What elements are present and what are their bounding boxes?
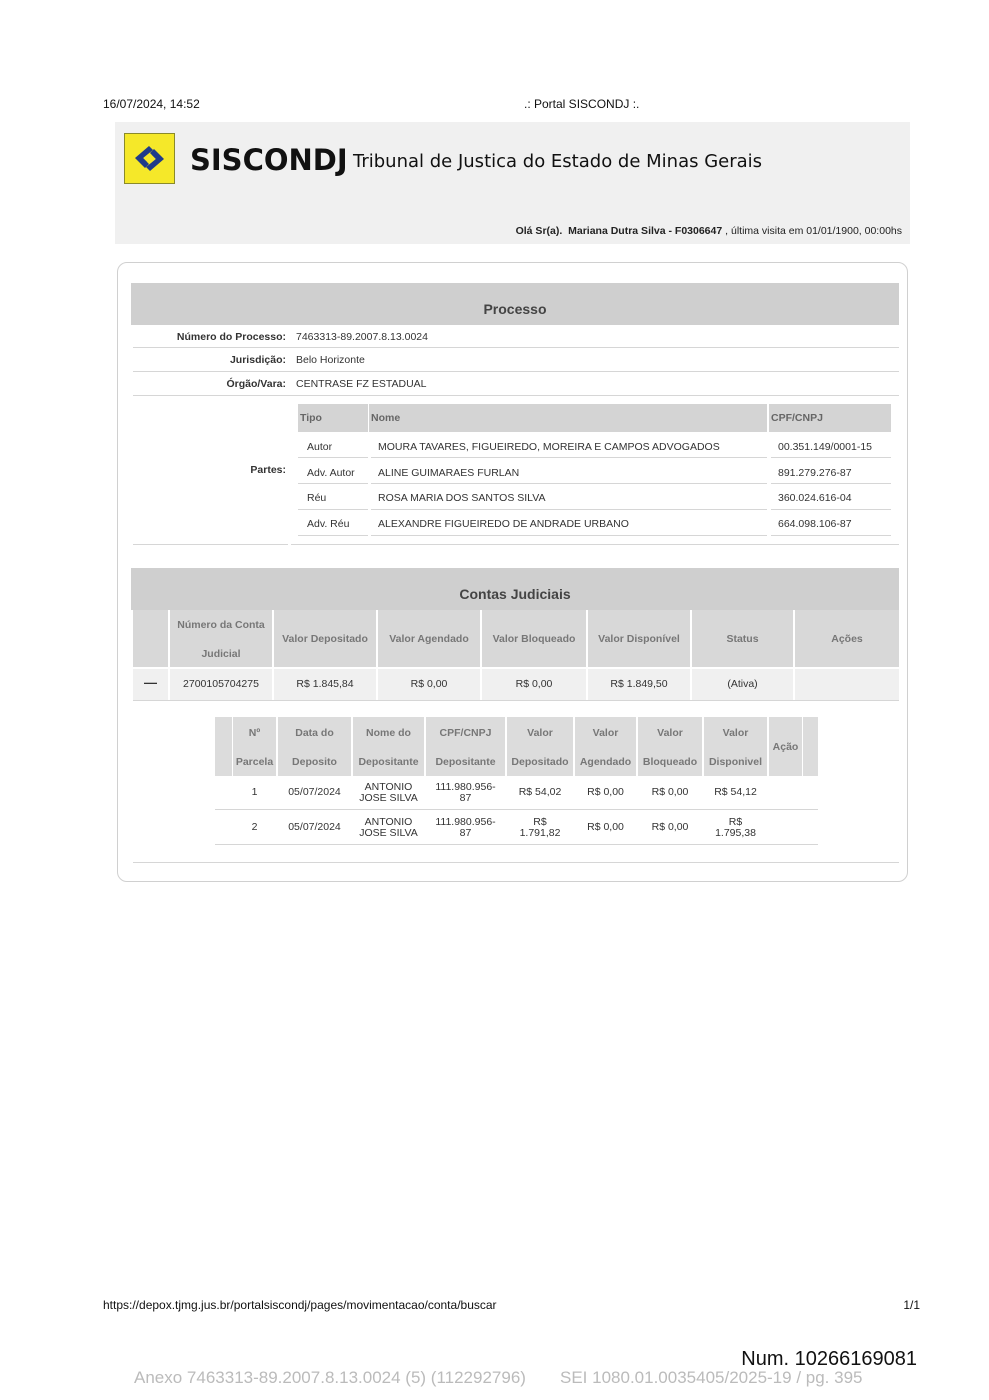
parcelas-header-nome [353,717,424,776]
parcelas-header-nome-l1: Nome do [366,727,411,739]
parcela-cpf-l2: 87 [459,826,472,839]
parcela-nome-l1: ANTONIO [364,780,413,793]
orgao-value: CENTRASE FZ ESTADUAL [296,378,427,390]
parte-nome: ALINE GUIMARAES FURLAN [378,467,520,479]
parcelas-header-n-l1: Nº [248,727,261,739]
collapse-toggle-button[interactable]: — [133,669,168,700]
parcela-n: 1 [251,786,258,798]
parcelas-header-dep-l2: Depositado [511,756,569,768]
parcela-n: 2 [251,821,258,833]
contas-header-status: Status [692,610,793,667]
parcelas-header-dis-l1: Valor [722,727,749,739]
footer-url: https://depox.tjmg.jus.br/portalsiscondj/pages/movimentacao/conta/buscar [103,1298,497,1312]
jurisdicao-value: Belo Horizonte [296,354,365,366]
parcela-dis-l1: R$ [728,815,743,828]
contas-header-agendado: Valor Agendado [378,610,480,667]
divider [371,457,767,458]
parcelas-header-spacer [803,717,818,776]
parcela-agendado: R$ 0,00 [587,821,624,833]
parcelas-header-dis-l2: Disponivel [708,756,763,768]
parcela-cpf-l1: 111.980.956- [435,815,496,828]
parcela-cpf-l2: 87 [459,791,472,804]
processo-section-title: Processo [131,283,899,325]
divider [371,509,767,510]
numero-processo-label: Número do Processo: [176,331,286,343]
orgao-label: Órgão/Vara: [226,378,286,390]
divider [133,371,899,372]
parcelas-header-blo-l2: Bloqueado [642,756,698,768]
parcelas-header-age-l1: Valor [592,727,619,739]
parcelas-header-cpf-l1: CPF/CNPJ [439,727,492,739]
divider [298,457,368,458]
divider [771,509,891,510]
footer-page-number: 1/1 [903,1298,920,1312]
parte-tipo: Adv. Autor [307,467,355,479]
parcela-nome-l2: JOSE SILVA [359,791,418,804]
parcelas-header-acao: Ação [769,717,802,776]
parcela-cpf [426,811,505,844]
parcelas-header-nome-l2: Depositante [358,756,419,768]
contas-section-title: Contas Judiciais [131,568,899,610]
parcela-nome-l1: ANTONIO [364,815,413,828]
numero-processo-value: 7463313-89.2007.8.13.0024 [296,331,428,343]
document-number: Num. 10266169081 [741,1348,917,1370]
divider [371,535,767,536]
partes-label: Partes: [250,464,286,476]
divider [771,535,891,536]
parcela-dep-l1: R$ [533,815,547,828]
parte-doc: 360.024.616-04 [778,492,852,504]
parcela-disponivel [704,811,767,844]
contas-header-toggle [133,610,168,667]
contas-header-numero-l2: Judicial [201,648,241,660]
parcelas-header-data-l1: Data do [295,727,334,739]
parte-doc: 891.279.276-87 [778,467,852,479]
last-visit: , última visita em 01/01/1900, 00:00hs [725,225,902,237]
parcelas-header-spacer [215,717,232,776]
divider [298,509,368,510]
partes-header-tipo: Tipo [298,404,368,432]
parcela-cpf-l1: 111.980.956- [435,780,496,793]
divider [133,700,899,701]
parcela-nome-l2: JOSE SILVA [359,826,418,839]
parte-tipo: Autor [307,441,333,453]
app-header [115,122,910,244]
parcela-dis-l1: R$ 54,12 [714,786,757,798]
divider [133,862,899,863]
partes-header-cpf: CPF/CNPJ [769,404,891,432]
parcelas-header-age-l2: Agendado [579,756,632,768]
anexo-stamp: Anexo 7463313-89.2007.8.13.0024 (5) (112292796) [134,1368,526,1387]
parcelas-header-dep-l1: Valor [527,727,553,739]
parcela-dis-l2: 1.795,38 [715,826,756,839]
parte-doc: 00.351.149/0001-15 [778,441,873,453]
parcela-nome [353,776,424,809]
parcelas-header-cpf [426,717,505,776]
user-code: - F0306647 [668,225,723,237]
conta-status: (Ativa) [692,669,793,700]
parcelas-header-blo-l1: Valor [657,727,683,739]
brand-title: SISCONDJ [190,143,348,177]
bb-logo-icon [124,133,175,184]
parcela-depositado [507,776,573,809]
parcelas-header-depositado [507,717,573,776]
partes-header-nome: Nome [369,404,767,432]
divider [133,544,288,545]
divider [771,457,891,458]
contas-header-numero [170,610,272,667]
user-name: Mariana Dutra Silva [568,225,666,237]
divider [215,844,818,845]
parcela-agendado: R$ 0,00 [587,786,624,798]
contas-header-disponivel: Valor Disponível [588,610,690,667]
conta-bloqueado: R$ 0,00 [482,669,586,700]
parte-tipo: Réu [307,492,327,504]
contas-header-bloqueado: Valor Bloqueado [482,610,586,667]
conta-disponivel: R$ 1.849,50 [588,669,690,700]
parcela-cpf [426,776,505,809]
parcelas-header-disponivel [704,717,767,776]
parte-nome: ROSA MARIA DOS SANTOS SILVA [378,492,546,504]
parcela-data: 05/07/2024 [288,821,341,833]
parte-doc: 664.098.106-87 [778,518,852,530]
parcela-data: 05/07/2024 [288,786,341,798]
court-name: Tribunal de Justica do Estado de Minas Gerais [353,151,763,172]
parcelas-header-bloqueado [638,717,702,776]
parcelas-header-n [233,717,276,776]
divider [291,544,899,545]
greeting-prefix: Olá Sr(a). [515,225,563,237]
parcela-nome [353,811,424,844]
contas-header-acoes: Ações [795,610,899,667]
parte-tipo: Adv. Réu [307,518,350,530]
divider [771,483,891,484]
parcela-dep-l2: 1.791,82 [519,826,561,839]
parte-nome: MOURA TAVARES, FIGUEIREDO, MOREIRA E CAMPOS ADVOGADOS [378,441,720,453]
divider [298,535,368,536]
conta-depositado: R$ 1.845,84 [274,669,376,700]
parcela-bloqueado: R$ 0,00 [651,821,689,833]
contas-header-depositado: Valor Depositado [274,610,376,667]
parcelas-header-cpf-l2: Depositante [435,756,496,768]
print-page-title: .: Portal SISCONDJ :. [524,97,640,111]
parcelas-header-agendado [575,717,636,776]
parcela-dep-l1: R$ 54,02 [518,786,562,798]
parcelas-header-data [278,717,351,776]
parcelas-header-n-l2: Parcela [235,756,274,768]
conta-acoes [795,669,899,700]
contas-header-numero-l1: Número da Conta [177,619,265,631]
divider [298,483,368,484]
parcela-disponivel [704,776,767,809]
parcelas-header-data-l2: Deposito [292,756,337,768]
parcela-bloqueado: R$ 0,00 [651,786,689,798]
parte-nome: ALEXANDRE FIGUEIREDO DE ANDRADE URBANO [378,518,629,530]
divider [215,809,818,810]
sei-stamp: SEI 1080.01.0035405/2025-19 / pg. 395 [560,1368,863,1387]
user-greeting [516,225,902,237]
jurisdicao-label: Jurisdição: [229,354,286,366]
parcela-depositado [507,811,573,844]
print-datetime: 16/07/2024, 14:52 [103,97,200,111]
divider [371,483,767,484]
divider [133,395,899,396]
conta-numero: 2700105704275 [170,669,272,700]
divider [133,347,899,348]
conta-agendado: R$ 0,00 [378,669,480,700]
